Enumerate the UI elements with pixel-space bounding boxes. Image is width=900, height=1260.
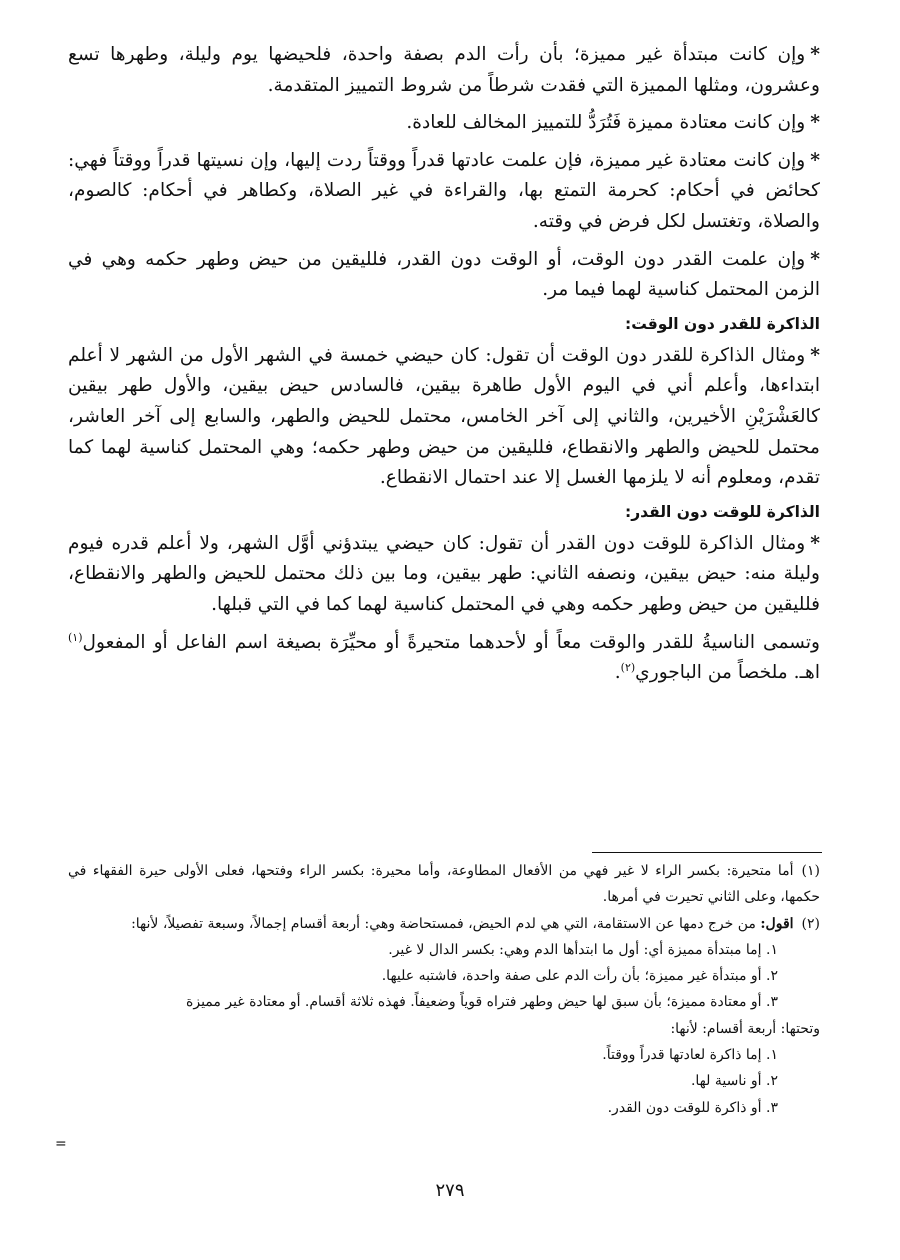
footnote-text: من خرج دمها عن الاستقامة، التي هي لدم الحيض، فمستحاضة وهي: أربعة أقسام إجمالاً، وسبعة تفصيلاً، لأنها: [131,915,761,932]
bullet-star: * [810,532,820,554]
page-number: ٢٧٩ [435,1180,465,1201]
footnote-list-item: ٣. أو معتادة مميزة؛ بأن سبق لها حيض وطهر فتراه قوياً وضعيفاً. فهذه ثلاثة أقسام. أو معتادة غير مميزة [186,994,778,1011]
footnote [68,858,820,911]
paragraph [68,146,820,238]
footnote-number: (١) [801,863,820,879]
bullet-star: * [810,149,820,171]
bullet-star: * [810,248,820,270]
footnote-list-item: ٢. أو مبتدأة غير مميزة؛ بأن رأت الدم على صفة واحدة، فاشتبه عليها. [381,968,778,985]
footnote-list-item: ٢. أو ناسية لها. [690,1073,778,1090]
paragraph-text: وإن كانت معتادة مميزة فَتُرَدُّ للتمييز المخالف للعادة. [406,112,806,134]
footnote-list-item: ١. إما مبتدأة مميزة أي: أول ما ابتدأها الدم وهي: بكسر الدال لا غير. [388,941,778,958]
paragraph [68,341,820,494]
paragraph-text: وإن علمت القدر دون الوقت، أو الوقت دون القدر، فلليقين من حيض وطهر حكمه وهي في الزمن المحتمل كناسية لهما فيما مر. [68,248,820,301]
footnote-number: (٢) [801,915,820,932]
bullet-star: * [810,344,820,366]
section-heading: الذاكرة للوقت دون القدر: [625,502,820,521]
footnote [68,911,820,937]
footnote-ref: (١) [68,630,83,644]
paragraph [68,108,820,139]
paragraph [68,529,820,621]
footnote-list-item: ١. إما ذاكرة لعادتها قدراً ووقتاً. [602,1047,778,1064]
paragraph-text: وإن كانت مبتدأة غير مميزة؛ بأن رأت الدم بصفة واحدة، فلحيضها يوم وليلة، وطهرها تسع وعشرون، ومثلها المميزة التي فقدت شرطاً من شروط التمييز المتقدمة. [68,44,820,96]
paragraph-text: ومثال الذاكرة للقدر دون الوقت أن تقول: كان حيضي خمسة في الشهر الأول من الشهر لا أعلم ابتداءها، وأعلم أني في اليوم الأول طاهرة بيقين، فالسادس حيض بيقين، والأول طهر بيقين كالعَشْرَيْنِ الأخيرين، والثاني إلى آخر الخامس، محتمل للحيض والطهر، والسابع إلى آخر العاشر، محتمل للحيض والطهر والانقطاع، فلليقين من حيض وطهر حكمه؛ وهي المحتمل كناسية لهما كما تقدم، ومعلوم أنه لا يلزمها الغسل إلا عند احتمال الانقطاع. [68,344,820,489]
footnote-separator [592,852,822,853]
paragraph-text: . [614,662,621,684]
bullet-star: * [810,44,820,65]
paragraph-text: وتسمى الناسيةُ للقدر والوقت معاً أو لأحدهما متحيرةً أو محيِّرَة بصيغة اسم الفاعل أو المفعول [82,631,820,653]
paragraph [68,245,820,306]
closing-paragraph [68,628,820,689]
footnote-list-item: ٣. أو ذاكرة للوقت دون القدر. [607,1099,778,1116]
continuation-mark: = [55,1136,67,1152]
footnote-ref: (٢) [620,660,636,674]
main-text [68,40,820,696]
paragraph-text: اهـ. ملخصاً من الباجوري [635,662,820,684]
bullet-star: * [810,112,820,134]
footnote-intro: اقول: [760,915,794,932]
footnote-continuation: وتحتها: أربعة أقسام: لأنها: [670,1020,820,1037]
footnotes [68,858,820,1121]
footnote-text: أما متحيرة: بكسر الراء لا غير فهي من الأفعال المطاوعة، وأما محيرة: بكسر الراء وفتحها، فعلى الأولى حيرة الفقهاء في حكمها، وعلى الثاني تحيرت في أمرها. [68,863,820,906]
paragraph [68,40,820,101]
paragraph-text: ومثال الذاكرة للوقت دون القدر أن تقول: كان حيضي يبتدؤني أوَّل الشهر، ولا أعلم قدره فيوم وليلة منه: حيض بيقين، ونصفه الثاني: طهر بيقين، وما بين ذلك محتمل للحيض والطهر والانقطاع، فلليقين من حيض وطهر حكمه وهي في المحتمل كناسية لهما كما في التي قبلها. [68,532,820,615]
section-heading: الذاكرة للقدر دون الوقت: [625,314,820,333]
paragraph-text: وإن كانت معتادة غير مميزة، فإن علمت عادتها قدراً ووقتاً ردت إليها، وإن نسيتها قدراً ووقتاً فهي: كحائض في أحكام: كحرمة التمتع بها، والقراءة في غير الصلاة، وكطاهر في أحكام: كالصوم، والصلاة، وتغتسل لكل فرض في وقته. [68,149,820,232]
